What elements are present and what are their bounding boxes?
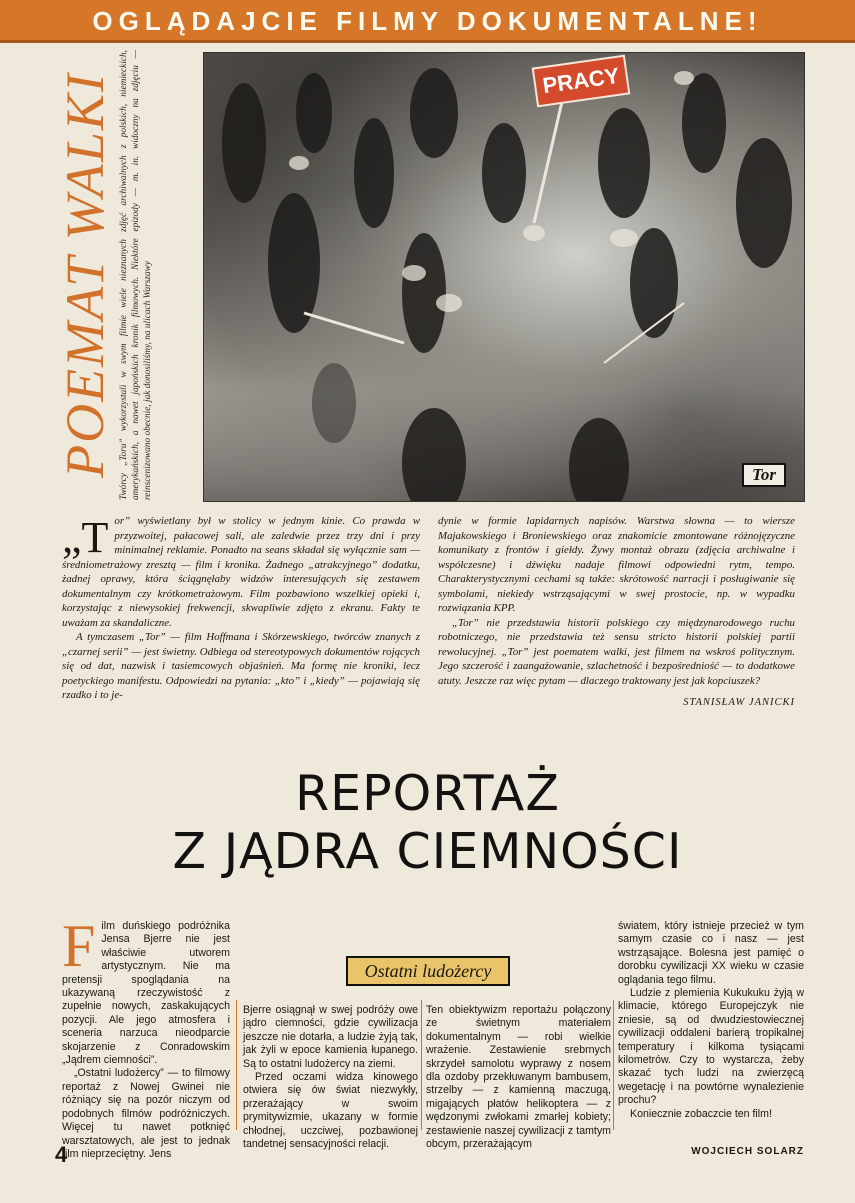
photo-credit-label: Tor [742,463,786,487]
headline-line-1: REPORTAŻ [295,765,560,822]
paragraph: ilm duńskiego podróżnika Jensa Bjerre nie jest właściwie utworem artystycznym. Nie ma pretensji spoglądania na ukazywaną rzeczywistość z zupełnie nowych, zaskakujących pozycji. Ale jego atmosfera i sceneria narzuca nieodparcie skojarzenie z Conradowskim „Jądrem ciemności”. [62,920,230,1067]
page-number: 4 [55,1142,68,1167]
article2-dropcap: F [62,913,96,979]
paragraph: światem, który istnieje przecież w tym samym czasie co i nasz — jest wstrząsające. Bolesna jest pamięć o dorobku cywilizacji XX wieku w czasie oglądania tego filmu. [618,920,804,986]
paragraph: Ludzie z plemienia Kukukuku żyją w klimacie, którego Europejczyk nie zniesie, są od dwudziestowiecznej cywilizacji oddaleni barierą tropikalnej temperatury i kilkoma tysiącami kilometrów. Czy to wystarcza, żeby skazać tych ludzi na zwierzęcą wegetację i na powtórne wynalezienie prochu? [618,987,804,1107]
photo-caption: Twórcy „Toru” wykorzystali w swym filmie wiele nieznanych zdjęć archiwalnych z polskich, niemieckich, amerykańskich, a nawet japońskich kronik filmowych. Niektóre epizody — m. in. widoczny na zdjęciu — reinscenizowano obecnie, jak donosiliśmy, na ulicach Warszawy [119,50,153,500]
header-banner [0,0,855,43]
paragraph: Ten obiektywizm reportażu połączony ze świetnym materiałem dokumentalnym — robi wielkie wrażenie. Zestawienie srebrnych skrzydeł samolotu wyprawy z nosem dla ozdoby przekłuwanym bambusem, strzelby — z kamienną maczugą, migających płatów helikoptera — z wędzonymi zwłokami zmarłej kobiety; zestawienie naszej cywilizacji z tamtym obcym, przerażającym [426,1004,611,1151]
article2-column-1 [62,913,230,1161]
crowd-silhouettes [204,53,804,501]
headline-line-2: Z JĄDRA CIEMNOŚCI [172,823,683,880]
column-rule [236,1000,237,1130]
article1-signature: STANISŁAW JANICKI [683,697,795,708]
article1-column-1 [62,514,420,703]
article2-column-2 [243,1004,418,1151]
article2-signature: WOJCIECH SOLARZ [691,1146,804,1157]
photo-caption-wrap [118,50,190,500]
paragraph: Bjerre osiągnął w swej podróży owe jądro ciemności, gdzie cywilizacja jeszcze nie dotarła, a ludzie żyją tak, jak żyli w epoce kamienia łupanego. Są to ostatni ludożercy na ziemi. [243,1004,418,1070]
article1-dropcap: „T [62,513,109,562]
paragraph: „Tor” nie przedstawia historii polskiego czy międzynarodowego ruchu robotniczego, nie przedstawia też sensu stricto historii polskiej partii rewolucyjnej. „Tor” jest poematem walki, jest filmem na wskroś politycznym. Jego szczerość i zaangażowanie, szlachetność i bezpośredniość — to dodatkowe atuty. Jeszcze raz więc pytam — dlaczego traktowany jest jak kopciuszek? [438,616,795,687]
paragraph: dynie w formie lapidarnych napisów. Warstwa słowna — to wiersze Majakowskiego i Broniewskiego oraz znakomicie zmontowane różnojęzyczne komunikaty z frontów i giełdy. Żywy montaż obrazu (zdjęcia archiwalne i współczesne) i dźwięku nadaje filmowi odpowiedni rytm, tempo. Charakterystycznymi cechami są także: skrótowość narracji i posługiwanie się symbolami, niekiedy wstrząsającymi w swej prostocie, np. w wypadku rozwiązania KPP. [438,515,795,614]
paragraph: Przed oczami widza kinowego otwiera się ów świat niezwykły, przerażający w swoim prymitywizmie, ukazany w formie chłodnej, uczciwej, pozbawionej tandetnej sensacyjności relacji. [243,1071,418,1151]
paragraph: Koniecznie zobaczcie ten film! [630,1107,772,1120]
paragraph: „Ostatni ludożercy” — to filmowy reportaż z Nowej Gwinei nie różniący się na pozór niczym od podobnych filmów podróżniczych. Więcej tu nawet potknięć warsztatowych, ale jest to jednak film nieprzeciętny. Jens [62,1067,230,1160]
column-rule [421,1000,422,1130]
paragraph: A tymczasem „Tor” — film Hoffmana i Skórzewskiego, twórców znanych z „czarnej serii” — jest świetny. Odbiega od stereotypowych dokumentów rojących się od dat, nazwisk i tasiemcowych objaśnień. Ma formę nie kroniki, lecz poetyckiego manifestu. Odpowiedzi na pytania: „kto” i „kiedy” — pojawiają się rzadko i to je- [62,631,420,701]
protest-sign: PRACY [532,55,631,108]
column-rule [613,1000,614,1130]
paragraph: or” wyświetlany był w stolicy w jednym kinie. Co prawda w przyzwoitej, pałacowej sali, ale zaledwie przez trzy dni i przy minimalnej reklamie. Ponadto na seans składał się wyłącznie sam — średniometrażowy zresztą — film i kronika. Żadnego „atrakcyjnego” dodatku, żadnej oprawy, która ściągnęłaby widzów interesujących się zestawem dokumentalnym czy krótkometrażowym. Film pozbawiono wszelkiej opieki i, korzystając z niewysokiej frekwencji, skwapliwie zdjęto z ekranu. Fakty te uważam za skandaliczne. [62,515,420,629]
banner-title: OGLĄDAJCIE FILMY DOKUMENTALNE! [92,6,763,36]
box-title: Ostatni ludożercy [346,956,510,986]
article2-column-3 [426,1004,611,1151]
article1-column-2 [438,514,795,711]
article-title: POEMAT WALKI [55,72,115,478]
crowd-photo [203,52,805,502]
article2-column-4 [618,920,804,1121]
article-title-vertical-wrap [55,50,115,500]
